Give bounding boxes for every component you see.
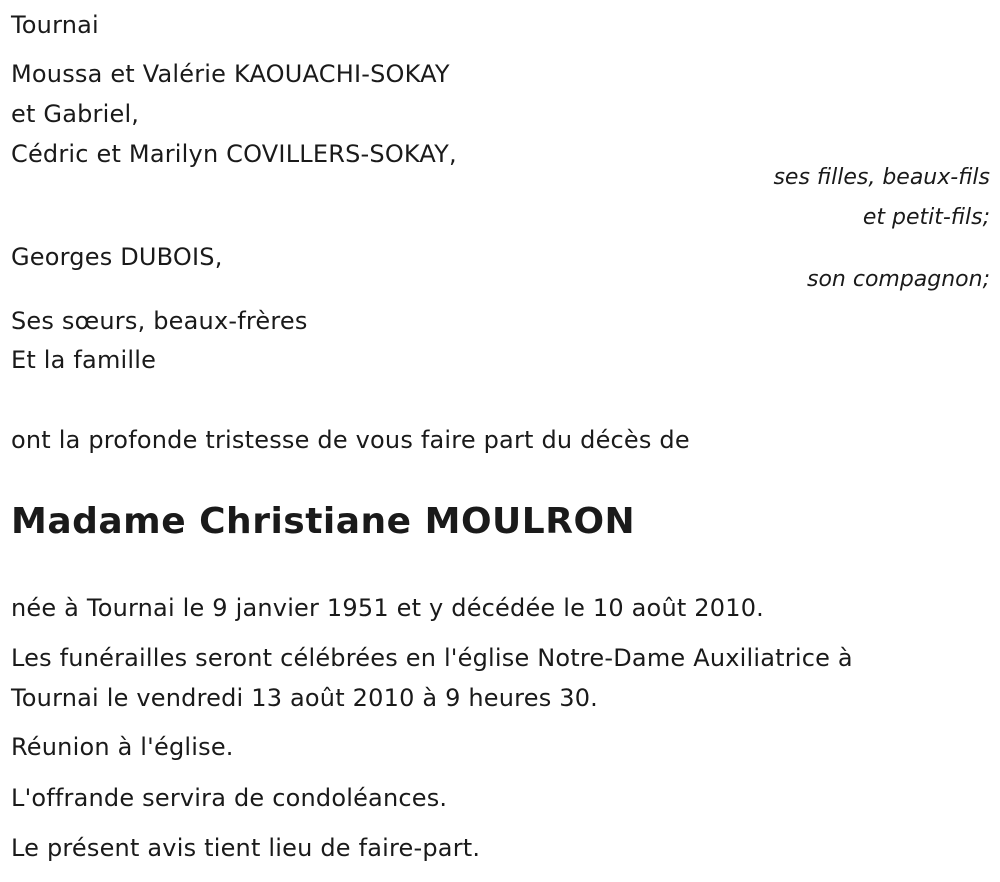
offering-line: L'offrande servira de condoléances. — [11, 784, 448, 812]
siblings-line: Ses sœurs, beaux-frères — [11, 307, 308, 335]
announcement-text: ont la profonde tristesse de vous faire part du décès de — [11, 426, 690, 454]
birth-death-line: née à Tournai le 9 janvier 1951 et y décédée le 10 août 2010. — [11, 594, 765, 622]
companion-name: Georges DUBOIS, — [11, 243, 223, 271]
family-line-3: Cédric et Marilyn COVILLERS-SOKAY, — [11, 140, 457, 168]
family-line-1: Moussa et Valérie KAOUACHI-SOKAY — [11, 60, 450, 88]
family-line-2: et Gabriel, — [11, 100, 140, 128]
meeting-line: Réunion à l'église. — [11, 733, 234, 761]
companion-relation: son compagnon; — [806, 267, 990, 292]
relation-grandson: et petit-fils; — [862, 205, 990, 230]
relation-daughters: ses filles, beaux-fils — [773, 165, 990, 190]
city-heading: Tournai — [11, 11, 99, 39]
funeral-line-1: Les funérailles seront célébrées en l'église Notre-Dame Auxiliatrice à — [11, 644, 853, 672]
family-line: Et la famille — [11, 346, 157, 374]
deceased-name: Madame Christiane MOULRON — [11, 501, 636, 542]
notice-note-line: Le présent avis tient lieu de faire-part. — [11, 834, 481, 862]
funeral-line-2: Tournai le vendredi 13 août 2010 à 9 heures 30. — [11, 684, 598, 712]
